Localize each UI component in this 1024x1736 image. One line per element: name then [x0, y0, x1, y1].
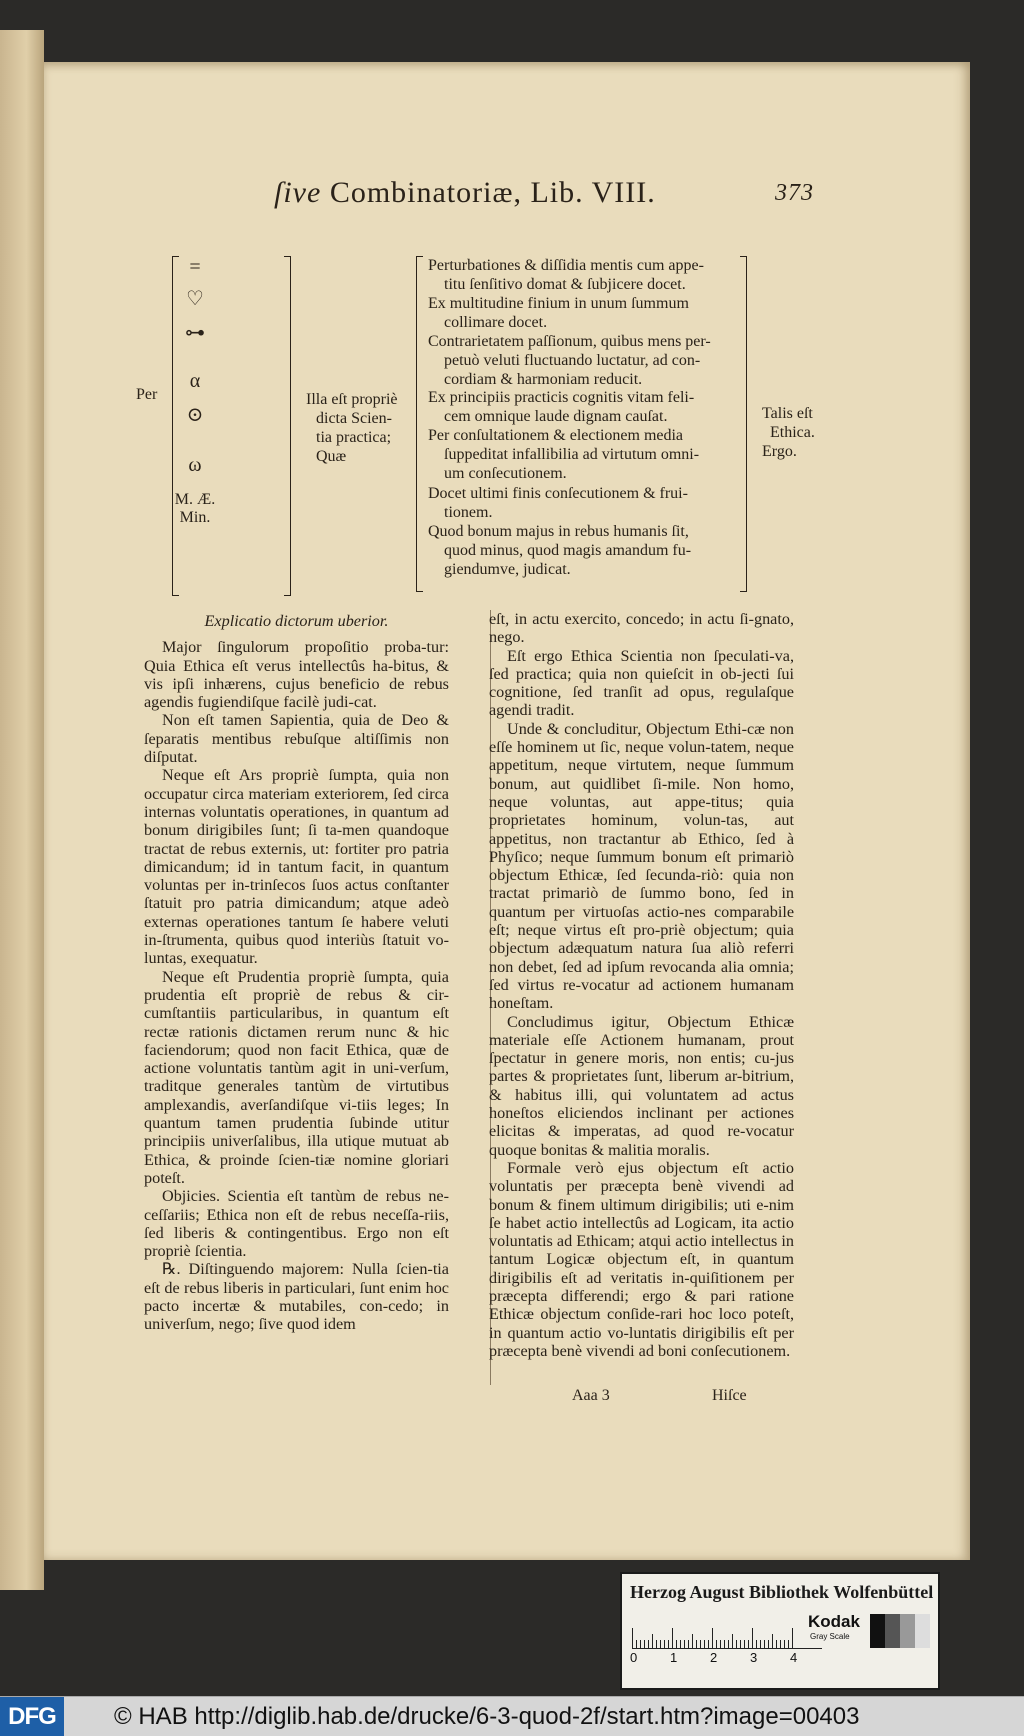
- synopsis-row-2: Ex multitudine finium in unum ſummum collimare docet.: [428, 295, 689, 331]
- paragraph: eſt, in actu exercito, concedo; in actu ſi-gnato, nego.: [489, 610, 794, 647]
- middle-brace: [284, 256, 291, 596]
- synopsis-row-6: Docet ultimi finis conſecutionem & frui- tionem.: [428, 485, 688, 521]
- book-page: [44, 62, 970, 1560]
- ruler-tick: [704, 1640, 705, 1648]
- symbol-omega: ω: [188, 454, 202, 476]
- kodak-logo: Kodak: [808, 1612, 860, 1631]
- ruler-tick: [792, 1628, 793, 1648]
- text-column-left: [144, 612, 449, 1334]
- paragraph: Neque eſt Ars propriè ſumpta, quia non occupatur circa materiam exteriorem, ſed circa internas voluntatis operationes, in quantum ad bonum dirigibiles ſunt; ſi ta-men quandoque tractat de rebus externis, ut: fortiter pro patria dimicandum; id in tantum facit, in quantum voluntas per in-trinſecos ſuos actus conſtanter ſtatuit pro patria dimicandum; atque adeò externas operationes tantum ſe habere veluti in-ſtrumenta, quibus quod interiùs ſtatuit vo-luntas, exequatur.: [144, 766, 449, 968]
- ruler-tick: [660, 1640, 661, 1648]
- synopsis-table: [136, 212, 864, 592]
- section-heading: Explicatio dictorum uberior.: [204, 612, 389, 630]
- ruler-tick: [724, 1640, 725, 1648]
- paragraph: Neque eſt Prudentia propriè ſumpta, quia prudentia eſt propriè de rebus & cir-cumſtantiis particularibus, in quantum eſt rectæ rationis dictamen rerum nunc & hic faciendorum; quod non facit Ethica, quæ de actione voluntatis tantùm agit in uni-verſum, traditque generales tantùm de virtutibus amplexandis, averſandiſque vi-tiis leges; In quantum tamen prudentia ſubinde utitur principiis univerſalibus, illa utique mutuat ab Ethica, & proinde ſcien-tiæ nomine gloriari poteſt.: [144, 967, 449, 1187]
- color-reference-strip: Herzog August Bibliothek Wolfenbüttel 0 1 2 3 4 Kodak Gray Scale: [620, 1572, 940, 1690]
- ruler-tick: [692, 1634, 693, 1648]
- right-brace: [740, 256, 747, 592]
- paragraph: Concludimus igitur, Objectum Ethicæ materiale eſſe Actionem humanam, prout ſpectatur in genere moris, non entis; cu-jus partes & proprietates ſunt, liberum ar-bitrium, & habitus illi, qui voluntatem ad actus honeſtos eliciendos inclinant per actiones elicitas & imperatas, ad quod re-vocatur quoque bonitas & malitia moralis.: [489, 1012, 794, 1159]
- ruler-tick: [776, 1640, 777, 1648]
- ruler-tick: [728, 1640, 729, 1648]
- ruler-tick: [664, 1640, 665, 1648]
- ruler-tick: [720, 1640, 721, 1648]
- ruler-tick: [788, 1640, 789, 1648]
- library-name: Herzog August Bibliothek Wolfenbüttel: [630, 1582, 934, 1602]
- ruler-tick: [680, 1640, 681, 1648]
- symbol-heart: ♡: [186, 288, 204, 310]
- viewer-footer: [0, 1696, 1024, 1736]
- ruler-tick: [676, 1640, 677, 1648]
- running-head-prefix: ſive: [274, 176, 322, 209]
- swatch-black: [870, 1614, 885, 1648]
- text-column-right: [489, 610, 794, 1360]
- catchword: Hiſce: [712, 1387, 747, 1404]
- ruler-tick: [656, 1640, 657, 1648]
- ruler-tick: [696, 1640, 697, 1648]
- ruler-tick: [748, 1640, 749, 1648]
- ruler-tick: [764, 1640, 765, 1648]
- symbol-major: M. Æ.: [174, 491, 216, 508]
- ruler-tick: [668, 1640, 669, 1648]
- ruler-tick: [640, 1640, 641, 1648]
- dfg-logo: DFG: [0, 1697, 64, 1736]
- signature-mark: Aaa 3: [572, 1387, 610, 1404]
- ruler-tick: [752, 1628, 753, 1648]
- ruler-tick: [768, 1640, 769, 1648]
- synopsis-row-5: Per conſultationem & electionem media ſuppeditat infallibilia ad virtutum omni- um conſecutionem.: [428, 427, 700, 482]
- paragraph: Unde & concluditur, Objectum Ethi-cæ non eſſe hominem ut ſic, neque volun-tatem, neque appetitum, neque virtutem, neque ſummum bonum, aut quidlibet ſi-mile. Non homo, neque voluntas, aut appe-titus; quia proprietates hominum, volun-tas, aut appetitus, non tractantur ab Ethico, ſed à Phyſico; neque ſummum bonum eſt primariò objectum Ethicæ, ſed ſecunda-riò: quia non tractat primariò de ſummo bono, ſed in quantum per virtuoſas actio-nes comparabile eſt; neque virtus eſt pro-priè objectum; quia objectum adæquatum natura ſua aliò referri non debet, ſed ad ipſum revocanda alia omnia; ſed virtus re-vocatur ad actionem humanam honeſtam.: [489, 719, 794, 1013]
- symbol-alpha: α: [189, 370, 201, 392]
- paragraph: Objicies. Scientia eſt tantùm de rebus ne-ceſſariis; Ethica non eſt de rebus neceſſa-riis, ſed liberis & contingentibus. Ergo non eſt propriè ſcientia.: [144, 1187, 449, 1261]
- synopsis-row-3: Contrarietatem paſſionum, quibus mens per- petuò veluti fluctuando luctatur, ad con- cordiam & harmoniam reducit.: [428, 333, 711, 388]
- copyright-link[interactable]: © HAB http://diglib.hab.de/drucke/6-3-quod-2f/start.htm?image=00403: [114, 1703, 860, 1730]
- swatch-gray: [900, 1614, 915, 1648]
- paragraph: Formale verò ejus objectum eſt actio voluntatis per præcepta benè vivendi ad bonum & finem ultimum dirigibilis; uti e-nim ſe habet actio intellectûs ad Logicam, ita actio voluntatis ad Ethicam; atqui actio intellectus in tantum Logicæ objectum eſt, in quantum dirigibilis eſt ad veritatis in-quiſitionem per præcepta differendi; ergo & pari ratione Ethicæ objectum conſide-rari hoc loco poteſt, in quantum actio vo-luntatis dirigibilis eſt per præcepta benè vivendi ad boni conſecutionem.: [489, 1158, 794, 1360]
- ruler-tick: [632, 1628, 633, 1648]
- ruler-tick: [688, 1640, 689, 1648]
- ruler-tick: [644, 1640, 645, 1648]
- conclusion-text: Talis eſt Ethica. Ergo.: [762, 405, 815, 460]
- facing-page-edge: [0, 30, 44, 1590]
- ruler-tick: [700, 1640, 701, 1648]
- page-number: 373: [775, 180, 814, 206]
- ruler-tick: [736, 1640, 737, 1648]
- symbol-circle-dot: ⊙: [186, 404, 204, 426]
- symbol-minor: Min.: [179, 509, 211, 526]
- ruler-tick: [756, 1640, 757, 1648]
- ruler-tick: [772, 1634, 773, 1648]
- running-head-title: Combinatoriæ, Lib. VIII.: [329, 176, 656, 209]
- rows-brace: [416, 256, 423, 592]
- ruler-tick: [740, 1640, 741, 1648]
- symbol-conjunction: ⊶: [185, 322, 205, 344]
- paragraph: Eſt ergo Ethica Scientia non ſpeculati-va, ſed practica; quia non quieſcit in ob-jecti ſui cognitione, ſed tranſit ad opus, regulaſque agendi tradit.: [489, 646, 794, 720]
- ruler-tick: [672, 1628, 673, 1648]
- ruler-tick: [784, 1640, 785, 1648]
- paragraph: ℞. Diſtinguendo majorem: Nulla ſcien-tia eſt de rebus liberis in particulari, ſunt enim hoc pacto incertæ & mutabiles, con-cedo; in univerſum, nego; ſive quod idem: [144, 1260, 449, 1334]
- ruler-tick: [732, 1634, 733, 1648]
- gray-scale-label: Gray Scale: [810, 1632, 850, 1641]
- scale-ruler: [632, 1614, 822, 1649]
- ruler-tick: [780, 1640, 781, 1648]
- ruler-tick: [648, 1640, 649, 1648]
- ruler-tick: [744, 1640, 745, 1648]
- synopsis-row-1: Perturbationes & diſſidia mentis cum appe- titu ſenſitivo domat & ſubjicere docet.: [428, 257, 704, 293]
- swatch-light-gray: [915, 1614, 930, 1648]
- gray-swatches: [870, 1614, 930, 1648]
- middle-text: Illa eſt propriè dicta Scien- tia practica; Quæ: [306, 391, 398, 465]
- synopsis-row-7: Quod bonum majus in rebus humanis ſit, quod minus, quod magis amandum fu- giendumve, judicat.: [428, 523, 692, 578]
- symbol-equal: =: [189, 256, 201, 278]
- ruler-tick: [760, 1640, 761, 1648]
- swatch-dark-gray: [885, 1614, 900, 1648]
- per-label: Per: [136, 386, 158, 403]
- running-head: [224, 176, 814, 216]
- paragraph: Major ſingulorum propoſitio proba-tur: Quia Ethica eſt verus intellectûs ha-bitus, & vis ipſi inhærens, cujus beneficio de rebus agendis fugiendiſque facilè judi-cat.: [144, 638, 449, 712]
- ruler-tick: [652, 1634, 653, 1648]
- ruler-tick: [716, 1640, 717, 1648]
- synopsis-row-4: Ex principiis practicis cognitis vitam feli- cem omnique laude dignam cauſat.: [428, 389, 695, 425]
- ruler-tick: [684, 1640, 685, 1648]
- ruler-tick: [712, 1628, 713, 1648]
- ruler-tick: [708, 1640, 709, 1648]
- paragraph: Non eſt tamen Sapientia, quia de Deo & ſeparatis mentibus rebuſque altiſſimis non diſputat.: [144, 711, 449, 767]
- ruler-tick: [636, 1640, 637, 1648]
